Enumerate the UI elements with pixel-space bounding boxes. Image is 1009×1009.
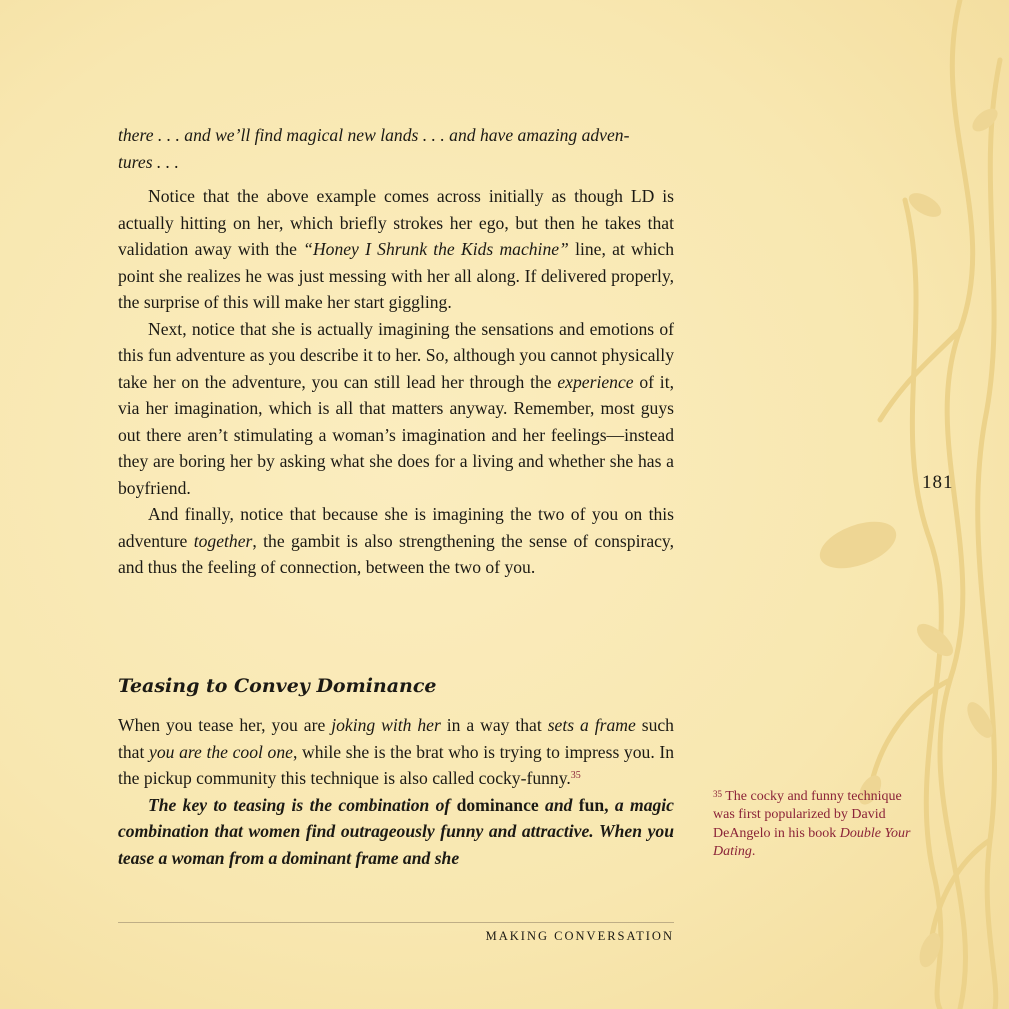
paragraph-notice xyxy=(118,183,674,316)
emphasis-run: sets a frame xyxy=(547,715,636,735)
bold-run: fun, xyxy=(578,794,609,815)
text-run: in a way that xyxy=(440,715,548,735)
footnote-mark: 35 xyxy=(713,789,722,799)
emphasis-run: you are the cool one xyxy=(149,741,293,762)
text-run: Next, notice that she is actually imagining the sensations and emotions of this fun adventure as you describe it to her. So, although you cannot physically take her on the adventure, you can still lead her through the xyxy=(118,318,674,392)
text-run: And finally, notice that because she is imagining the two of you on this adventure xyxy=(118,504,674,551)
text-run: and xyxy=(538,794,579,815)
footnote-reference[interactable]: 35 xyxy=(570,770,581,781)
text-run: such that xyxy=(118,715,674,762)
footnote-text: The cocky and funny technique was first popularized by David DeAngelo in his book xyxy=(713,789,902,841)
section-heading: Teasing to Convey Dominance xyxy=(118,675,437,697)
paragraph-finally xyxy=(118,501,674,581)
text-run: When you tease her, you are xyxy=(118,715,332,735)
emphasis-run: “Honey I Shrunk the Kids machine” xyxy=(303,239,569,259)
body-text xyxy=(118,183,674,581)
paragraph-tease xyxy=(118,712,674,792)
emphasis-run: experience xyxy=(557,371,634,392)
section-body xyxy=(118,712,674,871)
bold-run: dominance xyxy=(456,794,539,815)
emphasis-run: joking with her xyxy=(331,715,441,735)
opening-line-1: there . . . and we’ll find magical new lands . . . and have amazing adven- xyxy=(118,125,630,145)
footnote-book-title: Double Your Dating xyxy=(713,825,911,860)
text-run: , while she is the brat who is trying to impress you. In the pickup community this technique is also called cocky-funny. xyxy=(118,741,675,788)
text-run: a magic combination that women find outrageously funny and attractive. When you tease a woman from a dominant frame and she xyxy=(118,794,674,868)
page-number: 181 xyxy=(922,472,954,493)
paragraph-next xyxy=(118,316,674,502)
text-run: line, at which point she realizes he was just messing with her all along. If delivered properly, the surprise of this will make her start giggling. xyxy=(118,239,674,312)
running-head: MAKING CONVERSATION xyxy=(485,929,674,943)
text-run: , the gambit is also strengthening the sense of conspiracy, and thus the feeling of connection, between the two of you. xyxy=(118,530,674,577)
text-run: of it, via her imagination, which is all that matters anyway. Remember, most guys out there aren’t stimulating a woman’s imagination and her feelings—instead they are boring her by asking what she does for a living and whether she has a boyfriend. xyxy=(118,371,674,498)
footnote-end: . xyxy=(751,844,756,860)
text-run: The key to teasing is the combination of xyxy=(148,794,457,815)
paragraph-key xyxy=(118,792,674,872)
emphasis-run: together xyxy=(193,530,253,551)
opening-lines xyxy=(118,122,674,175)
opening-line-2: tures . . . xyxy=(118,151,179,172)
footer-rule xyxy=(118,922,674,923)
footnote xyxy=(713,788,913,862)
text-run: Notice that the above example comes across initially as though LD is actually hitting on her, which briefly strokes her ego, but then he takes that validation away with the xyxy=(118,186,674,259)
